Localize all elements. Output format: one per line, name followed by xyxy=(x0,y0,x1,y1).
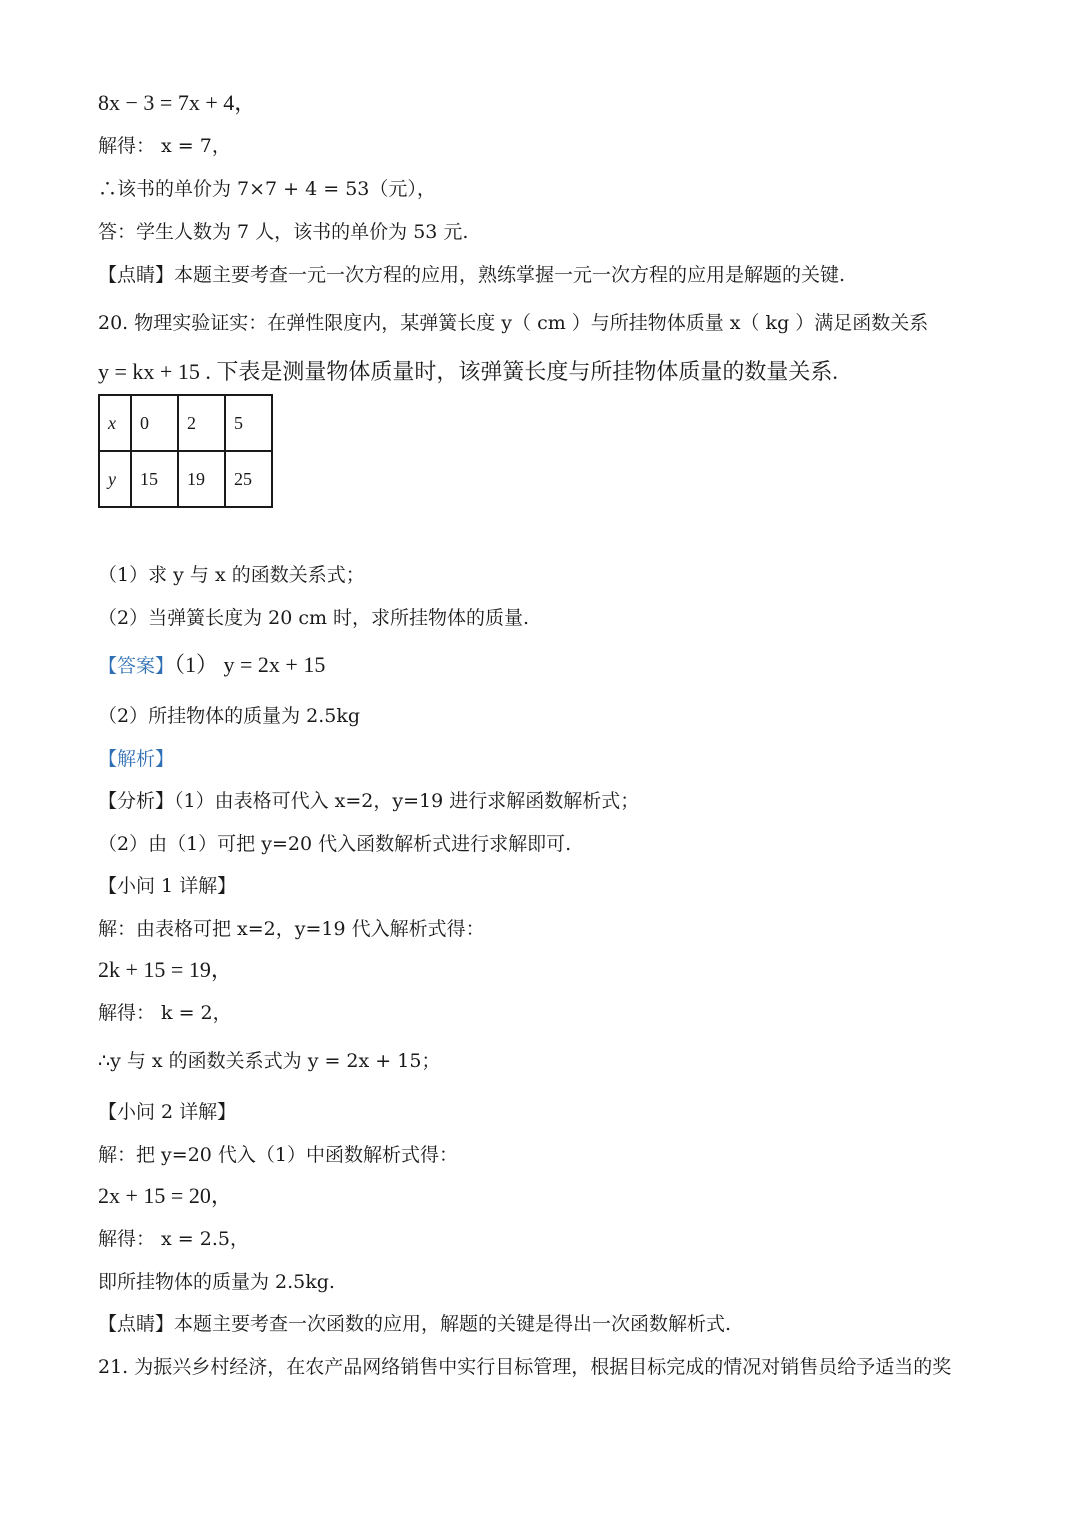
fenxi-line-1 xyxy=(98,786,639,816)
answer-line-2: （2）所挂物体的质量为 2.5kg xyxy=(98,705,361,727)
question-21-line-1: 21. 为振兴乡村经济，在农产品网络销售中实行目标管理，根据目标完成的情况对销售员给予适当的奖 xyxy=(98,1356,952,1378)
answer-text: （1） y = 2x + 15 xyxy=(174,652,326,677)
question-20-part-2: （2）当弹簧长度为 20 cm 时，求所挂物体的质量. xyxy=(98,607,530,629)
table-cell: 2 xyxy=(178,395,225,451)
question-20-line-1: 20. 物理实验证实：在弹性限度内，某弹簧长度 y（ cm ）与所挂物体质量 x（ kg ）满足函数关系 xyxy=(98,312,929,334)
table-cell: 0 xyxy=(131,395,178,451)
answer-line-1 xyxy=(98,650,325,681)
subquestion-2-line-1: 解：把 y=20 代入（1）中函数解析式得： xyxy=(98,1144,458,1166)
subquestion-1-heading: 【小问 1 详解】 xyxy=(98,875,237,897)
question-20-part-1: （1）求 y 与 x 的函数关系式； xyxy=(98,564,365,586)
comment-text: 本题主要考查一元一次方程的应用，熟练掌握一元一次方程的应用是解题的关键. xyxy=(174,264,846,286)
table-cell: y xyxy=(99,451,131,507)
table-cell: x xyxy=(99,395,131,451)
comment-19-line xyxy=(98,260,845,290)
answer-tag: 【答案】 xyxy=(98,655,175,677)
comment-20-line xyxy=(98,1309,731,1339)
comment-tag: 【点睛】 xyxy=(98,264,175,286)
subquestion-2-heading: 【小问 2 详解】 xyxy=(98,1101,237,1123)
table-cell: 19 xyxy=(178,451,225,507)
table-cell: 25 xyxy=(225,451,272,507)
comment-tag: 【点睛】 xyxy=(98,1313,175,1335)
subquestion-1-line-1: 解：由表格可把 x=2，y=19 代入解析式得： xyxy=(98,918,485,940)
subquestion-1-conclusion: ∴y 与 x 的函数关系式为 y = 2x + 15； xyxy=(98,1050,441,1072)
equation-line: 8x − 3 = 7x + 4， xyxy=(98,90,257,115)
table-cell: 5 xyxy=(225,395,272,451)
data-table xyxy=(98,394,273,508)
subquestion-1-solution: 解得： k = 2， xyxy=(98,1002,232,1024)
solution-line: 解得： x = 7， xyxy=(98,135,231,157)
subquestion-2-solution: 解得： x = 2.5， xyxy=(98,1228,249,1250)
subquestion-2-conclusion: 即所挂物体的质量为 2.5kg. xyxy=(98,1271,335,1293)
table-row xyxy=(99,451,272,507)
comment-text: 本题主要考查一次函数的应用，解题的关键是得出一次函数解析式. xyxy=(174,1313,732,1335)
price-line: ∴该书的单价为 7×7 + 4 = 53（元）， xyxy=(98,178,436,200)
analysis-tag: 【解析】 xyxy=(98,748,175,770)
table-row xyxy=(99,395,272,451)
answer-19-line: 答：学生人数为 7 人，该书的单价为 53 元. xyxy=(98,221,469,243)
subquestion-2-equation: 2x + 15 = 20， xyxy=(98,1183,233,1208)
table-cell: 15 xyxy=(131,451,178,507)
subquestion-1-equation: 2k + 15 = 19， xyxy=(98,957,233,982)
fenxi-tag: 【分析】 xyxy=(98,790,175,812)
fenxi-text: （1）由表格可代入 x=2，y=19 进行求解函数解析式； xyxy=(174,790,640,812)
fenxi-line-2: （2）由（1）可把 y=20 代入函数解析式进行求解即可. xyxy=(98,833,572,855)
question-20-line-2: y = kx + 15 . 下表是测量物体质量时，该弹簧长度与所挂物体质量的数量关系. xyxy=(98,359,838,384)
